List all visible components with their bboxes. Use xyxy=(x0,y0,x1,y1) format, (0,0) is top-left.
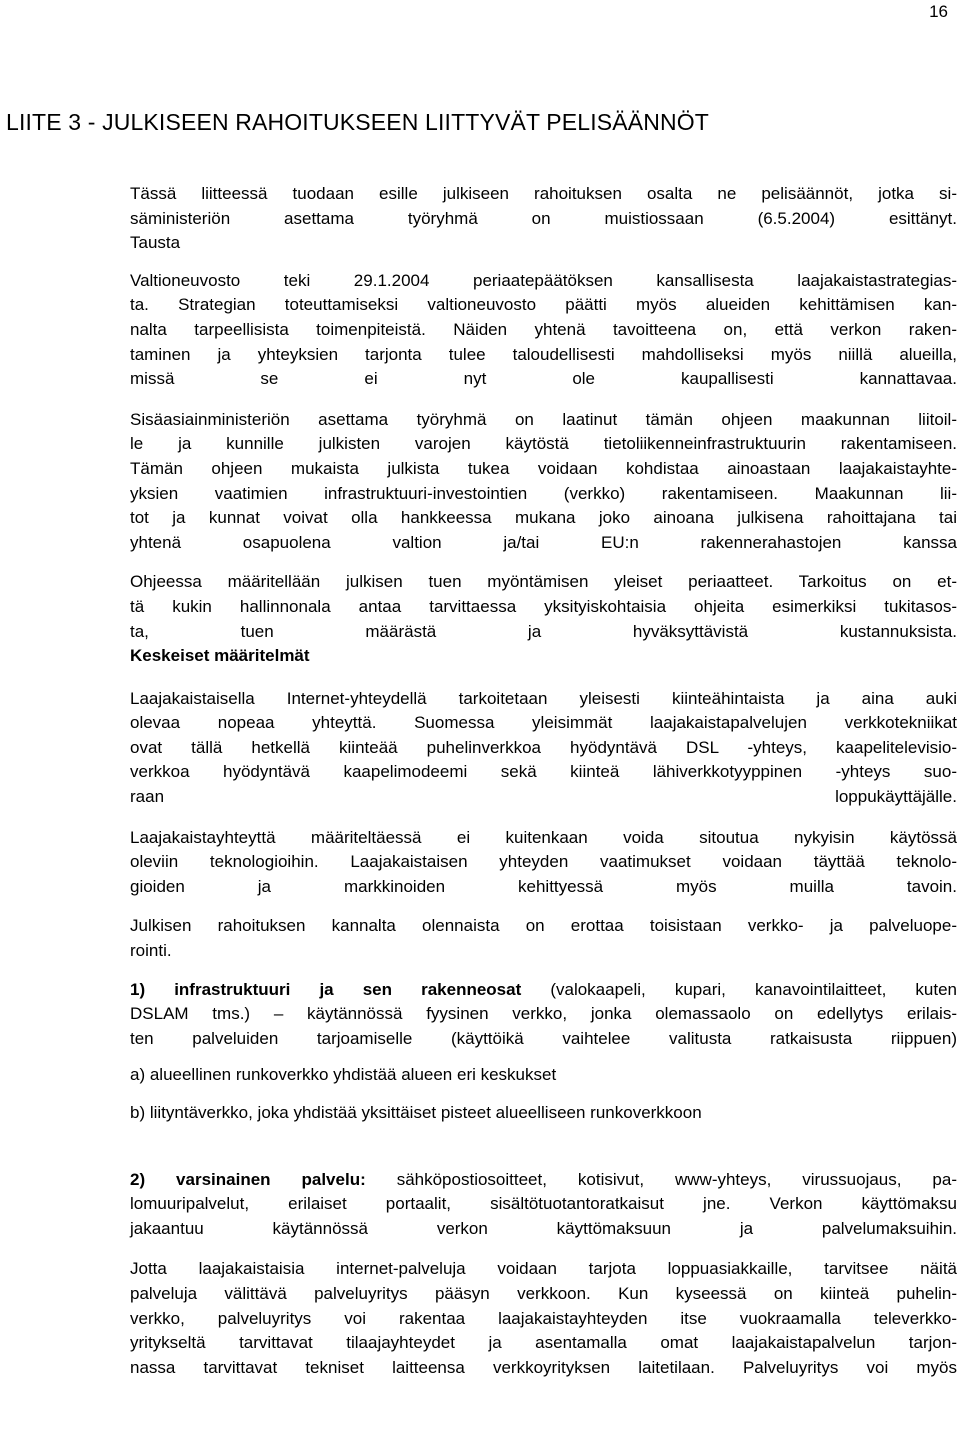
tausta-paragraph-1: Valtioneuvosto teki 29.1.2004 periaatepäätöksen kansallisesta laajakaistastrategias- ta. Strategian toteuttamiseksi valtioneuvosto päätti myös alueiden kehittämisen kan- nalta tarpeellisista toimenpiteistä. Näiden yhtenä tavoitteena on, että verkon raken- taminen ja yhteyksien tarjonta tulee taloudellisesti mahdolliseksi myös niillä alueilla, missä se ei nyt ole kaupallisesti kannattavaa. xyxy=(130,270,957,389)
section-heading-tausta: Tausta xyxy=(130,233,181,253)
intro-paragraph: Tässä liitteessä tuodaan esille julkiseen rahoituksen osalta ne pelisäännöt, jotka si- säministeriön asettama työryhmä on muistiossaan (6.5.2004) esittänyt. xyxy=(130,184,957,228)
page-number: 16 xyxy=(929,2,948,21)
tausta-paragraph-3: Ohjeessa määritellään julkisen tuen myöntämisen yleiset periaatteet. Tarkoitus on et- tä kukin hallinnonala antaa tarvittaessa yksityiskohtaisia ohjeita esimerkiksi tukitasos- ta, tuen määrästä ja hyväksyttävistä kustannuksista. xyxy=(130,572,957,641)
service-item-label: 2) varsinainen palvelu: xyxy=(130,1169,366,1189)
list-item-b: b) liityntäverkko, joka yhdistää yksittäiset pisteet alueelliseen runkoverkkoon xyxy=(130,1103,702,1122)
definitions-paragraph-3: Julkisen rahoituksen kannalta olennaista on erottaa toisistaan verkko- ja palveluope- rointi. xyxy=(130,916,957,961)
infrastructure-item-text: (valokaapeli, kupari, kanavointilaitteet, kuten DSLAM tms.) – käytännössä fyysinen verkko, jonka olemassaolo on edellytys erilais- ten palveluiden tarjoamiselle (käyttöikä vaihtelee valitusta ratkaisusta riippuen) xyxy=(130,979,957,1048)
infrastructure-item-label: 1) infrastruktuuri ja sen rakenneosat xyxy=(130,979,522,999)
definitions-paragraph-1: Laajakaistaisella Internet-yhteydellä tarkoitetaan yleisesti kiinteähintaista ja aina auki olevaa nopeaa yhteyttä. Suomessa yleisimmät laajakaistapalvelujen verkkotekniikat ovat tällä hetkellä kiinteää puhelinverkkoa hyödyntävä DSL -yhteys, kaapelitelevisio- verkkoa hyödyntävä kaapelimodeemi sekä kiinteä lähiverkkotyyppinen -yhteys suo- raan loppukäyttäjälle. xyxy=(130,688,957,807)
service-item xyxy=(130,1168,957,1242)
list-item-a: a) alueellinen runkoverkko yhdistää alueen eri keskukset xyxy=(130,1065,557,1085)
tausta-paragraph-2: Sisäasiainministeriön asettama työryhmä on laatinut tämän ohjeen maakunnan liitoil- le ja kunnille julkisten varojen käytöstä tietoliikenneinfrastruktuurin rakentamiseen. Tämän ohjeen mukaista julkista tukea voidaan kohdistaa ainoastaan laajakaistayhte- yksien vaatimien infrastruktuuri-investointien (verkko) rakentamiseen. Maakunnan lii- tot ja kunnat voivat olla hankkeessa mukana joko ainoana julkisena rahoittajana tai yhtenä osapuolena valtion ja/tai EU:n rakennerahastojen kanssa xyxy=(130,409,957,552)
definitions-paragraph-last: Jotta laajakaistaisia internet-palveluja voidaan tarjota loppuasiakkaille, tarvitsee näitä palveluja välittävä palveluyritys pääsyn verkkoon. Kun kyseessä on kiinteä puhelin- verkko, palveluyritys voi rakentaa laajakaistayhteyden itse vuokraamalla televerkko- yritykseltä tarvittavat tilaajayhteydet ja asentamalla omat laajakaistapalvelun tarjon- nassa tarvittavat tekniset laitteensa verkkoyrityksen laitetilaan. Palveluyritys voi myös xyxy=(130,1259,957,1377)
service-item-text: sähköpostiosoitteet, kotisivut, www-yhteys, virussuojaus, pa- lomuuripalvelut, erilaiset portaalit, sisältötuotantoratkaisut jne. Verkon käyttömaksu jakaantuu käytännössä verkon käyttömaksuun ja palvelumaksuihin. xyxy=(130,1169,958,1238)
appendix-title: LIITE 3 - JULKISEEN RAHOITUKSEEN LIITTYVÄT PELISÄÄNNÖT xyxy=(6,109,709,135)
definitions-paragraph-2: Laajakaistayhteyttä määriteltäessä ei kuitenkaan voida sitoutua nykyisin käytössä oleviin teknologioihin. Laajakaistaisen yhteyden vaatimukset voidaan täyttää teknolo- gioiden ja markkinoiden kehittyessä myös muilla tavoin. xyxy=(130,827,957,896)
document-body xyxy=(130,182,957,1380)
section-heading-definitions: Keskeiset määritelmät xyxy=(130,646,310,666)
infrastructure-item xyxy=(130,978,957,1052)
